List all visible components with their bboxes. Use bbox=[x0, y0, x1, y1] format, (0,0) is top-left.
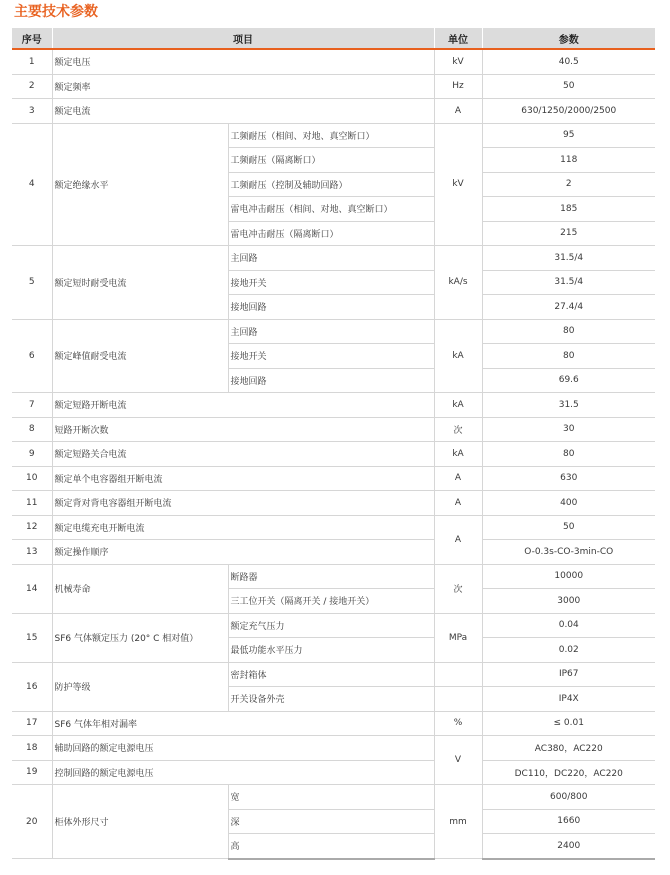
row-value: AC380，AC220 bbox=[482, 736, 655, 761]
row-no: 18 bbox=[12, 736, 52, 761]
row-value: 80 bbox=[482, 442, 655, 467]
table-row bbox=[12, 49, 655, 74]
table-row bbox=[12, 466, 655, 491]
row-value: IP67 bbox=[482, 662, 655, 687]
row-name: 短路开断次数 bbox=[52, 417, 434, 442]
table-row bbox=[12, 123, 655, 148]
row-value: 95 bbox=[482, 123, 655, 148]
row-sub-label: 主回路 bbox=[228, 319, 434, 344]
row-value: 185 bbox=[482, 197, 655, 222]
row-name: 额定操作顺序 bbox=[52, 540, 434, 565]
row-no: 8 bbox=[12, 417, 52, 442]
row-value: 80 bbox=[482, 344, 655, 369]
header-item: 项目 bbox=[52, 28, 434, 49]
row-sub-label: 主回路 bbox=[228, 246, 434, 271]
row-value: O-0.3s-CO-3min-CO bbox=[482, 540, 655, 565]
page-title: 主要技术参数 bbox=[14, 4, 98, 20]
row-sub-label: 雷电冲击耐压（隔离断口） bbox=[228, 221, 434, 246]
table-row bbox=[12, 760, 655, 785]
row-value: 1660 bbox=[482, 809, 655, 834]
table-row bbox=[12, 491, 655, 516]
table-row bbox=[12, 515, 655, 540]
row-sub-label: 额定充气压力 bbox=[228, 613, 434, 638]
row-unit: V bbox=[434, 736, 482, 785]
row-name: 辅助回路的额定电源电压 bbox=[52, 736, 434, 761]
row-name: 额定背对背电容器组开断电流 bbox=[52, 491, 434, 516]
table-row bbox=[12, 442, 655, 467]
row-value: 27.4/4 bbox=[482, 295, 655, 320]
row-value: 50 bbox=[482, 515, 655, 540]
row-unit bbox=[434, 662, 482, 687]
row-no: 5 bbox=[12, 246, 52, 320]
table-row bbox=[12, 711, 655, 736]
row-unit: kV bbox=[434, 49, 482, 74]
row-value: 40.5 bbox=[482, 49, 655, 74]
row-no: 3 bbox=[12, 99, 52, 124]
row-value: 2400 bbox=[482, 834, 655, 859]
table-row bbox=[12, 74, 655, 99]
row-no: 17 bbox=[12, 711, 52, 736]
row-name: 额定电缆充电开断电流 bbox=[52, 515, 434, 540]
row-unit: mm bbox=[434, 785, 482, 859]
row-unit: A bbox=[434, 99, 482, 124]
table-row bbox=[12, 613, 655, 638]
row-name: 防护等级 bbox=[52, 662, 228, 711]
row-no: 14 bbox=[12, 564, 52, 613]
row-unit: MPa bbox=[434, 613, 482, 662]
row-sub-label: 三工位开关（隔离开关 / 接地开关） bbox=[228, 589, 434, 614]
row-unit: % bbox=[434, 711, 482, 736]
row-name: SF6 气体额定压力 (20° C 相对值） bbox=[52, 613, 228, 662]
row-sub-label: 宽 bbox=[228, 785, 434, 810]
row-unit: 次 bbox=[434, 417, 482, 442]
row-no: 2 bbox=[12, 74, 52, 99]
row-value: IP4X bbox=[482, 687, 655, 712]
row-sub-label: 工频耐压（隔离断口） bbox=[228, 148, 434, 173]
row-unit bbox=[434, 687, 482, 712]
row-value: 80 bbox=[482, 319, 655, 344]
row-name: 柜体外形尺寸 bbox=[52, 785, 228, 859]
row-unit: kA bbox=[434, 442, 482, 467]
row-sub-label: 高 bbox=[228, 834, 434, 859]
row-no: 20 bbox=[12, 785, 52, 859]
table-row bbox=[12, 417, 655, 442]
row-sub-label: 深 bbox=[228, 809, 434, 834]
row-no: 16 bbox=[12, 662, 52, 711]
row-sub-label: 接地回路 bbox=[228, 295, 434, 320]
row-name: 额定电压 bbox=[52, 49, 434, 74]
row-value: 31.5/4 bbox=[482, 270, 655, 295]
row-no: 6 bbox=[12, 319, 52, 393]
row-value: 3000 bbox=[482, 589, 655, 614]
row-value: 50 bbox=[482, 74, 655, 99]
header-unit: 单位 bbox=[434, 28, 482, 49]
row-value: 0.04 bbox=[482, 613, 655, 638]
row-value: DC110，DC220，AC220 bbox=[482, 760, 655, 785]
row-unit: Hz bbox=[434, 74, 482, 99]
row-value: 10000 bbox=[482, 564, 655, 589]
row-sub-label: 工频耐压（控制及辅助回路） bbox=[228, 172, 434, 197]
row-no: 11 bbox=[12, 491, 52, 516]
row-unit: A bbox=[434, 466, 482, 491]
row-value: 31.5/4 bbox=[482, 246, 655, 271]
row-value: 30 bbox=[482, 417, 655, 442]
row-sub-label: 开关设备外壳 bbox=[228, 687, 434, 712]
row-name: 额定频率 bbox=[52, 74, 434, 99]
row-value: 630 bbox=[482, 466, 655, 491]
row-unit: A bbox=[434, 515, 482, 564]
row-name: 额定短路关合电流 bbox=[52, 442, 434, 467]
table-row bbox=[12, 540, 655, 565]
row-no: 15 bbox=[12, 613, 52, 662]
row-value: 215 bbox=[482, 221, 655, 246]
header-value: 参数 bbox=[482, 28, 655, 49]
row-no: 1 bbox=[12, 49, 52, 74]
row-no: 10 bbox=[12, 466, 52, 491]
row-sub-label: 密封箱体 bbox=[228, 662, 434, 687]
row-name: 额定单个电容器组开断电流 bbox=[52, 466, 434, 491]
table-row bbox=[12, 246, 655, 271]
table-row bbox=[12, 662, 655, 687]
row-name: 额定短路开断电流 bbox=[52, 393, 434, 418]
row-name: 额定短时耐受电流 bbox=[52, 246, 228, 320]
row-value: ≤ 0.01 bbox=[482, 711, 655, 736]
row-value: 2 bbox=[482, 172, 655, 197]
table-row bbox=[12, 319, 655, 344]
row-no: 19 bbox=[12, 760, 52, 785]
row-no: 7 bbox=[12, 393, 52, 418]
row-name: SF6 气体年相对漏率 bbox=[52, 711, 434, 736]
row-sub-label: 断路器 bbox=[228, 564, 434, 589]
row-sub-label: 接地开关 bbox=[228, 270, 434, 295]
table-row bbox=[12, 393, 655, 418]
table-header-row bbox=[12, 28, 655, 49]
row-sub-label: 雷电冲击耐压（相间、对地、真空断口） bbox=[228, 197, 434, 222]
row-value: 600/800 bbox=[482, 785, 655, 810]
row-no: 13 bbox=[12, 540, 52, 565]
row-value: 400 bbox=[482, 491, 655, 516]
row-unit: kA bbox=[434, 393, 482, 418]
row-name: 控制回路的额定电源电压 bbox=[52, 760, 434, 785]
spec-table bbox=[12, 28, 655, 860]
row-value: 0.02 bbox=[482, 638, 655, 663]
header-no: 序号 bbox=[12, 28, 52, 49]
row-no: 9 bbox=[12, 442, 52, 467]
row-sub-label: 最低功能水平压力 bbox=[228, 638, 434, 663]
row-name: 机械寿命 bbox=[52, 564, 228, 613]
row-unit: A bbox=[434, 491, 482, 516]
row-sub-label: 接地回路 bbox=[228, 368, 434, 393]
row-value: 118 bbox=[482, 148, 655, 173]
row-name: 额定峰值耐受电流 bbox=[52, 319, 228, 393]
row-value: 630/1250/2000/2500 bbox=[482, 99, 655, 124]
row-no: 4 bbox=[12, 123, 52, 246]
row-value: 69.6 bbox=[482, 368, 655, 393]
row-no: 12 bbox=[12, 515, 52, 540]
row-unit: 次 bbox=[434, 564, 482, 613]
row-name: 额定电流 bbox=[52, 99, 434, 124]
table-row bbox=[12, 736, 655, 761]
row-unit: kV bbox=[434, 123, 482, 246]
row-unit: kA bbox=[434, 319, 482, 393]
row-name: 额定绝缘水平 bbox=[52, 123, 228, 246]
table-row bbox=[12, 785, 655, 810]
row-value: 31.5 bbox=[482, 393, 655, 418]
table-row bbox=[12, 99, 655, 124]
row-sub-label: 工频耐压（相间、对地、真空断口） bbox=[228, 123, 434, 148]
table-row bbox=[12, 564, 655, 589]
row-sub-label: 接地开关 bbox=[228, 344, 434, 369]
row-unit: kA/s bbox=[434, 246, 482, 320]
